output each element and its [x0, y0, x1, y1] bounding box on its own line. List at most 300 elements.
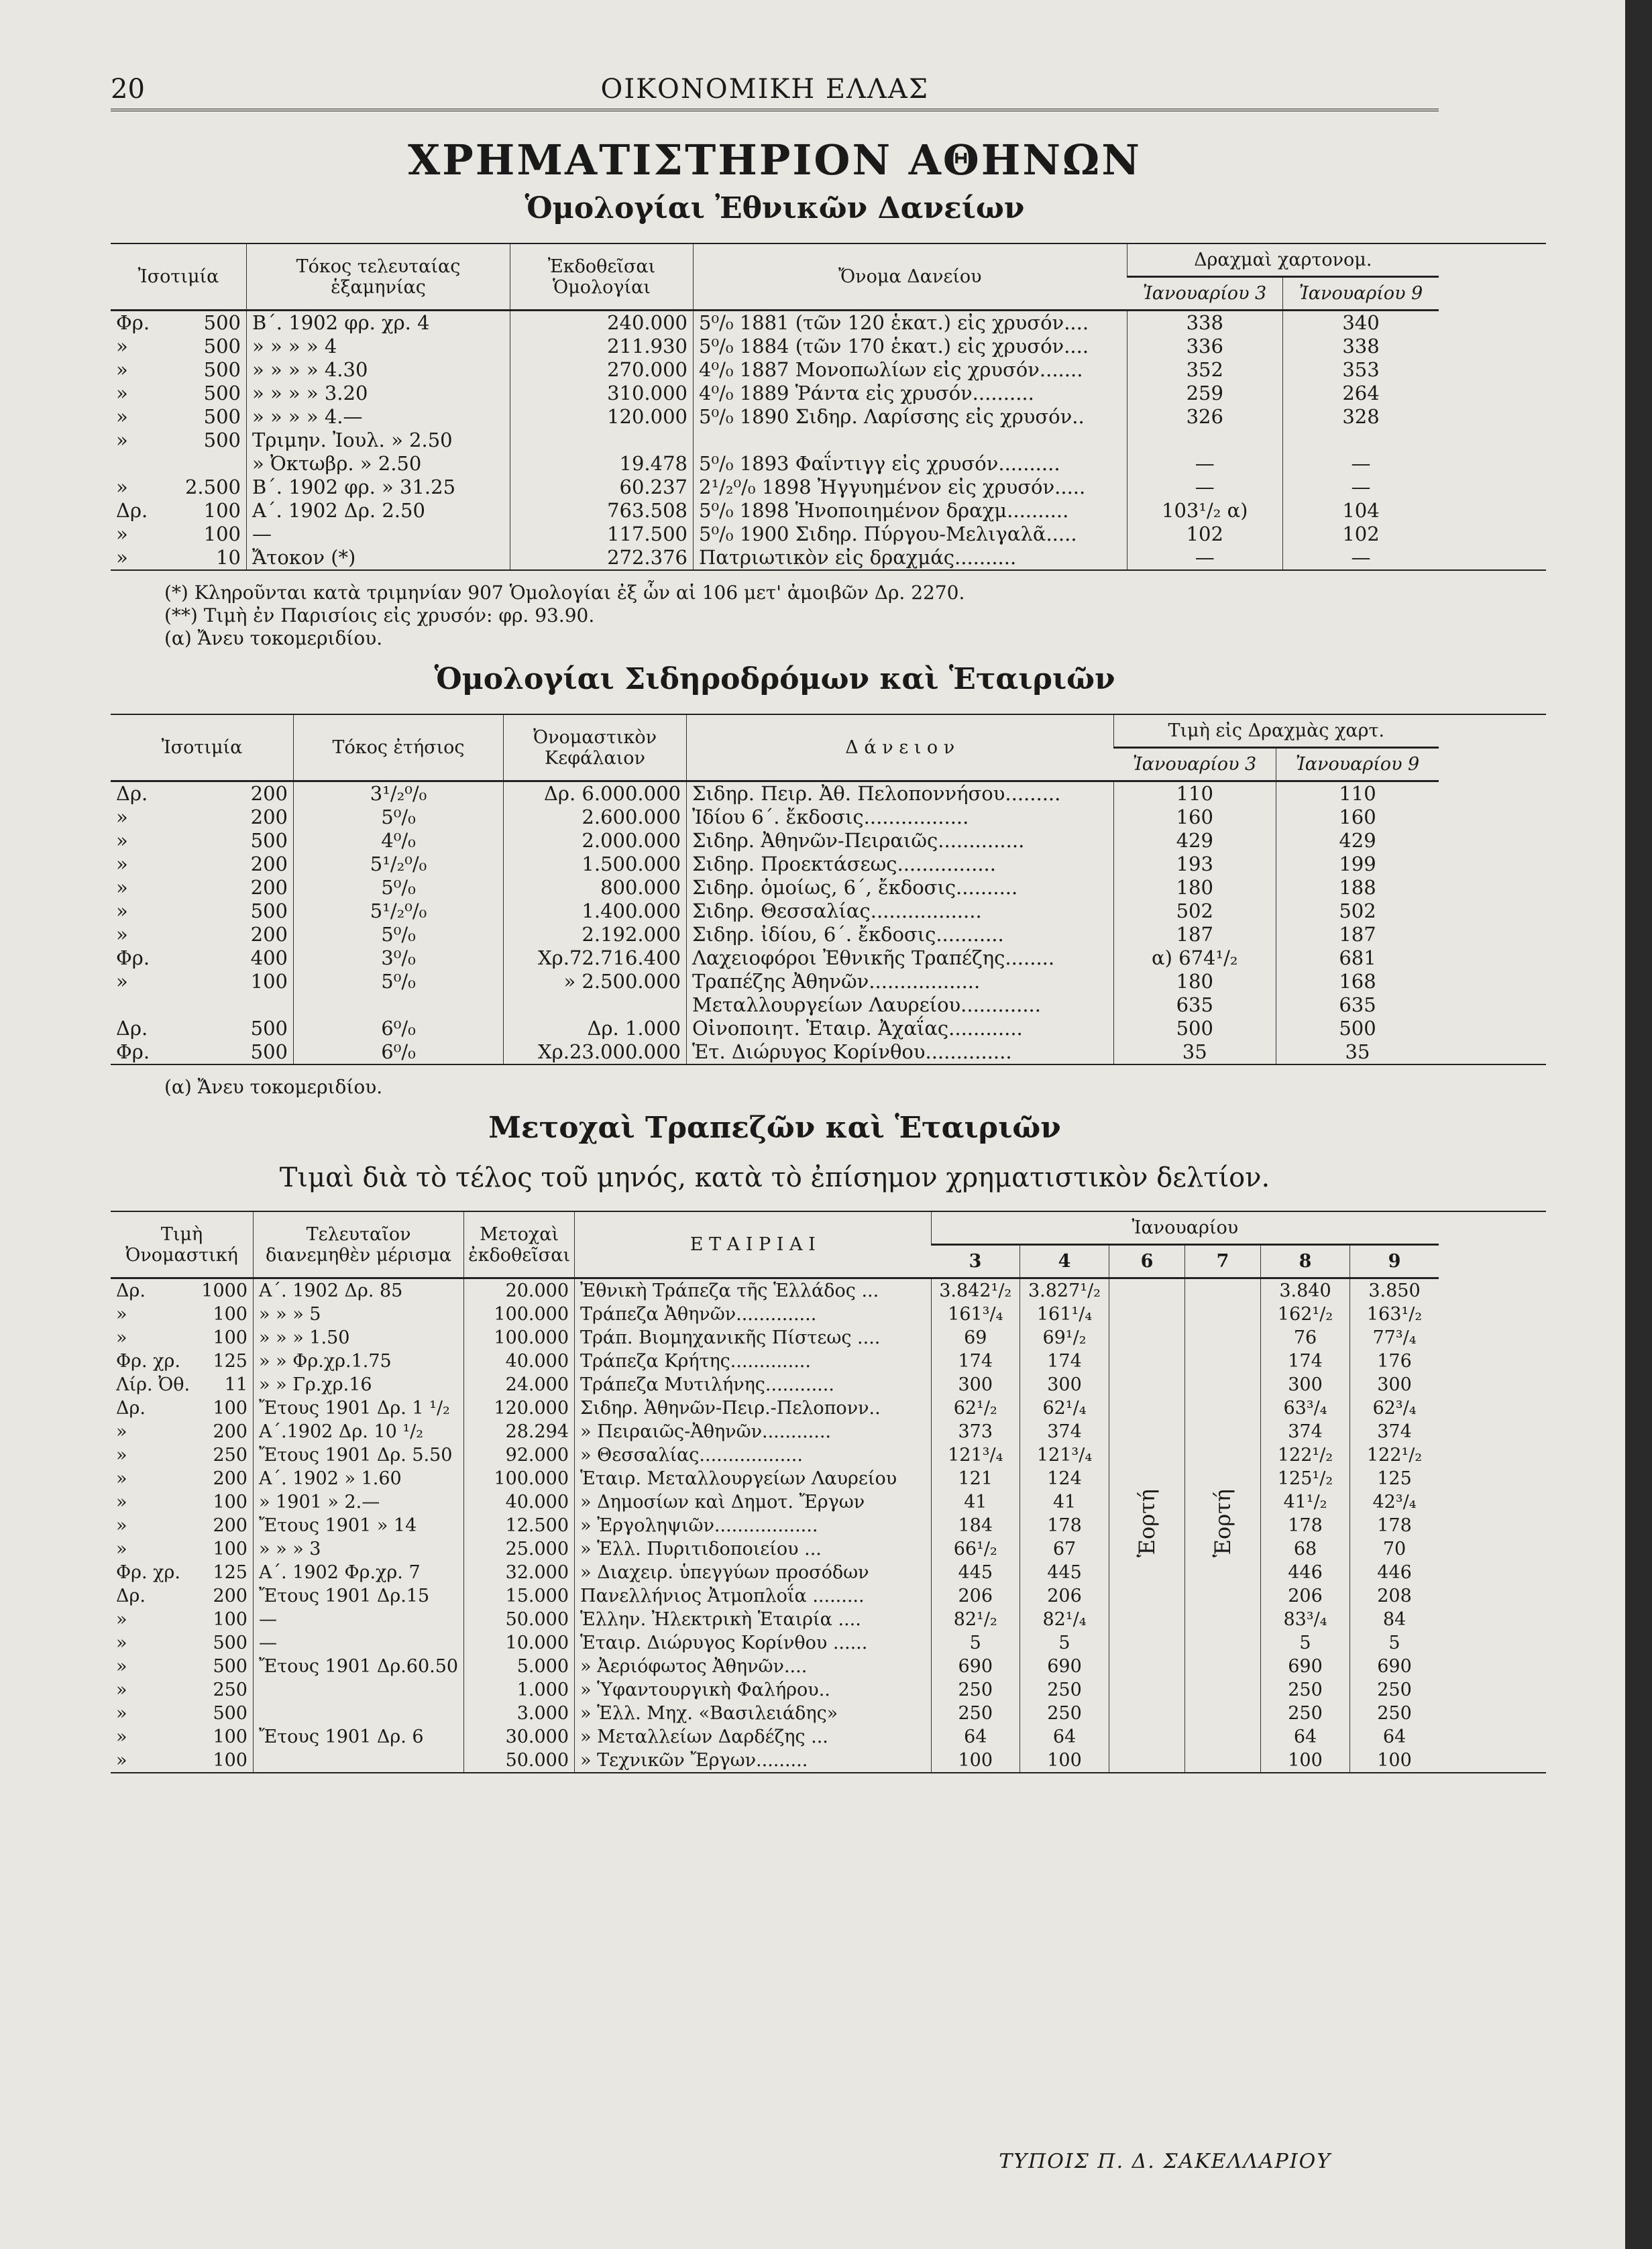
- jan3-cell: 635: [1113, 993, 1276, 1017]
- jan9-cell: 300: [1350, 1373, 1439, 1396]
- jan3-cell: 250: [931, 1678, 1020, 1702]
- holiday-label: Ἑορτή: [1134, 1488, 1160, 1557]
- interest-cell: Τριμην. Ἰουλ. » 2.50: [247, 429, 510, 452]
- running-title: ΟΙΚΟΝΟΜΙΚΗ ΕΛΛΑΣ: [600, 74, 929, 105]
- isotimia-cell: [111, 923, 294, 946]
- page-number: 20: [111, 74, 145, 105]
- jan3-cell: 110: [1113, 781, 1276, 806]
- jan3-cell: 690: [931, 1655, 1020, 1678]
- section2-rows: [111, 781, 1439, 1064]
- company-name-cell: » Διαχειρ. ὑπεγγύων προσόδων: [575, 1561, 931, 1584]
- dividend-cell: Ἔτους 1901 Δρ.60.50: [254, 1655, 464, 1678]
- interest-cell: Α΄. 1902 Δρ. 2.50: [247, 499, 510, 523]
- nominal-value-cell: [111, 1373, 254, 1396]
- page: [111, 0, 1546, 2213]
- interest-cell: Β΄. 1902 φρ. χρ. 4: [247, 311, 510, 335]
- s3-col-d3: 3: [931, 1245, 1020, 1278]
- issued-cell: 272.376: [510, 546, 694, 569]
- jan3-cell: 35: [1113, 1040, 1276, 1064]
- jan8-cell: 76: [1261, 1326, 1350, 1350]
- s3-col-d6: 6: [1109, 1245, 1185, 1278]
- isotimia-cell: [111, 829, 294, 853]
- loan-name-cell: 4⁰/₀ 1887 Μονοπωλίων εἰς χρυσόν.......: [694, 358, 1127, 382]
- isotimia-cell: [111, 546, 247, 569]
- currency: »: [116, 1515, 127, 1536]
- jan4-cell: 206: [1020, 1584, 1109, 1608]
- nominal-value-cell: [111, 1490, 254, 1514]
- nominal-value: 100: [213, 1327, 247, 1348]
- currency: »: [116, 1421, 127, 1442]
- interest-cell: » » » » 4: [247, 335, 510, 358]
- jan9-cell: 178: [1350, 1514, 1439, 1537]
- jan3-cell: 352: [1127, 358, 1283, 382]
- shares-issued-cell: 50.000: [464, 1608, 575, 1631]
- loan-name-cell: Λαχειοφόροι Ἐθνικῆς Τραπέζης........: [687, 946, 1114, 970]
- jan9-cell: 104: [1283, 499, 1439, 523]
- footnote: (α) Ἄνευ τοκομεριδίου.: [164, 627, 383, 649]
- currency: »: [116, 1304, 127, 1325]
- company-name-cell: » Πειραιῶς-Ἀθηνῶν............: [575, 1420, 931, 1443]
- table-row: [111, 923, 1439, 946]
- jan9-cell: 187: [1276, 923, 1439, 946]
- jan4-cell: 100: [1020, 1749, 1109, 1772]
- issued-cell: 120.000: [510, 405, 694, 429]
- dividend-cell: » » » 1.50: [254, 1326, 464, 1350]
- dividend-cell: Ἔτους 1901 Δρ. 6: [254, 1725, 464, 1749]
- nominal-value-cell: [111, 1278, 254, 1303]
- shares-issued-cell: 12.500: [464, 1514, 575, 1537]
- currency: Φρ. χρ.: [116, 1351, 180, 1372]
- currency: »: [116, 476, 128, 498]
- nominal-value-cell: [111, 1678, 254, 1702]
- jan3-cell: —: [1127, 452, 1283, 476]
- jan9-cell: 84: [1350, 1608, 1439, 1631]
- shares-issued-cell: 10.000: [464, 1631, 575, 1655]
- shares-issued-cell: 1.000: [464, 1678, 575, 1702]
- nominal-value: 11: [224, 1374, 247, 1395]
- interest-cell: Ἄτοκον (*): [247, 546, 510, 569]
- nominal-value: 200: [213, 1468, 247, 1489]
- currency: Δρ.: [116, 1017, 148, 1040]
- dividend-cell: —: [254, 1608, 464, 1631]
- nominal-value-cell: [111, 1749, 254, 1772]
- s3-col-group: Ἰανουαρίου: [931, 1212, 1439, 1245]
- nominal-value-cell: [111, 1467, 254, 1490]
- jan8-cell: 250: [1261, 1702, 1350, 1725]
- s2-col-group: Τιμὴ εἰς Δραχμὰς χαρτ.: [1113, 715, 1439, 748]
- table-row: [111, 946, 1439, 970]
- company-name-cell: Πανελλήνιος Ἀτμοπλοΐα .........: [575, 1584, 931, 1608]
- jan3-cell: 121: [931, 1467, 1020, 1490]
- loan-name-cell: Μεταλλουργείων Λαυρείου.............: [687, 993, 1114, 1017]
- nominal-value: 100: [213, 1398, 247, 1419]
- table-row: [111, 452, 1439, 476]
- currency: »: [116, 1492, 127, 1513]
- table-row: [111, 970, 1439, 993]
- isotimia-cell: [111, 452, 247, 476]
- jan9-cell: —: [1283, 452, 1439, 476]
- dividend-cell: Ἔτους 1901 Δρ. 5.50: [254, 1443, 464, 1467]
- jan4-cell: 300: [1020, 1373, 1109, 1396]
- jan3-cell: 259: [1127, 382, 1283, 405]
- dividend-cell: » » Φρ.χρ.1.75: [254, 1350, 464, 1373]
- dividend-cell: [254, 1702, 464, 1725]
- company-name-cell: Ἐθνικὴ Τράπεζα τῆς Ἑλλάδος ...: [575, 1278, 931, 1303]
- jan3-cell: 180: [1113, 970, 1276, 993]
- section2-table: [111, 715, 1439, 1064]
- par-value: 100: [203, 523, 241, 545]
- capital-cell: » 2.500.000: [504, 970, 687, 993]
- currency: »: [116, 853, 128, 875]
- capital-cell: Δρ. 6.000.000: [504, 781, 687, 806]
- isotimia-cell: [111, 946, 294, 970]
- isotimia-cell: [111, 1040, 294, 1064]
- issued-cell: 270.000: [510, 358, 694, 382]
- company-name-cell: » Ἀεριόφωτος Ἀθηνῶν....: [575, 1655, 931, 1678]
- jan9-cell: 110: [1276, 781, 1439, 806]
- company-name-cell: Τράπεζα Μυτιλήνης............: [575, 1373, 931, 1396]
- jan3-cell: 66¹/₂: [931, 1537, 1020, 1561]
- nominal-value: 250: [213, 1445, 247, 1466]
- nominal-value-cell: [111, 1584, 254, 1608]
- interest-cell: » » » » 3.20: [247, 382, 510, 405]
- interest-cell: [294, 993, 504, 1017]
- jan8-cell: 3.840: [1261, 1278, 1350, 1303]
- isotimia-cell: [111, 806, 294, 829]
- jan4-cell: 374: [1020, 1420, 1109, 1443]
- s2-col-tokos: Τόκος ἐτήσιος: [294, 715, 504, 781]
- jan8-cell: 122¹/₂: [1261, 1443, 1350, 1467]
- nominal-value-cell: [111, 1350, 254, 1373]
- loan-name-cell: 2¹/₂⁰/₀ 1898 Ἠγγυημένον εἰς χρυσόν.....: [694, 476, 1127, 499]
- jan4-cell: 67: [1020, 1537, 1109, 1561]
- table-row: [111, 523, 1439, 546]
- nominal-value-cell: [111, 1608, 254, 1631]
- table-row: [111, 806, 1439, 829]
- company-name-cell: Τράπ. Βιομηχανικῆς Πίστεως ....: [575, 1326, 931, 1350]
- jan9-cell: 374: [1350, 1420, 1439, 1443]
- issued-cell: 310.000: [510, 382, 694, 405]
- s1-col-jan9: Ἰανουαρίου 9: [1283, 277, 1439, 311]
- dividend-cell: Ἔτους 1901 Δρ.15: [254, 1584, 464, 1608]
- shares-issued-cell: 50.000: [464, 1749, 575, 1772]
- jan4-cell: 64: [1020, 1725, 1109, 1749]
- jan9-cell: 122¹/₂: [1350, 1443, 1439, 1467]
- issued-cell: [510, 429, 694, 452]
- table-row: [111, 853, 1439, 876]
- company-name-cell: » Μεταλλείων Δαρδέζης ...: [575, 1725, 931, 1749]
- jan9-cell: 199: [1276, 853, 1439, 876]
- loan-name-cell: Τραπέζης Ἀθηνῶν..................: [687, 970, 1114, 993]
- jan3-cell: 445: [931, 1561, 1020, 1584]
- jan3-cell: 429: [1113, 829, 1276, 853]
- dividend-cell: Α΄. 1902 Δρ. 85: [254, 1278, 464, 1303]
- footnote: (*) Κληροῦνται κατὰ τριμηνίαν 907 Ὁμολογίαι ἐξ ὧν αἱ 106 μετ' ἀμοιβῶν Δρ. 2270.: [164, 582, 965, 604]
- shares-issued-cell: 25.000: [464, 1537, 575, 1561]
- jan9-cell: 168: [1276, 970, 1439, 993]
- jan3-cell: 160: [1113, 806, 1276, 829]
- interest-cell: 5⁰/₀: [294, 970, 504, 993]
- table-row: [111, 429, 1439, 452]
- jan9-cell: 208: [1350, 1584, 1439, 1608]
- par-value: 200: [250, 782, 288, 805]
- dividend-cell: » 1901 » 2.—: [254, 1490, 464, 1514]
- par-value: 200: [250, 853, 288, 875]
- interest-cell: » Ὀκτωβρ. » 2.50: [247, 452, 510, 476]
- loan-name-cell: 5⁰/₀ 1898 Ἡνοποιημένον δραχμ..........: [694, 499, 1127, 523]
- currency: »: [116, 1445, 127, 1466]
- currency: »: [116, 1656, 127, 1677]
- jan8-cell: 250: [1261, 1678, 1350, 1702]
- currency: »: [116, 899, 128, 922]
- footnote: (α) Ἄνευ τοκομεριδίου.: [164, 1076, 383, 1098]
- jan8-cell: 68: [1261, 1537, 1350, 1561]
- par-value: 100: [203, 499, 241, 522]
- jan3-cell: 64: [931, 1725, 1020, 1749]
- jan4-cell: 124: [1020, 1467, 1109, 1490]
- shares-issued-cell: 20.000: [464, 1278, 575, 1303]
- jan8-cell: 5: [1261, 1631, 1350, 1655]
- jan3-cell: 326: [1127, 405, 1283, 429]
- company-name-cell: » Ἑλλ. Πυριτιδοποιείου ...: [575, 1537, 931, 1561]
- jan8-cell: 41¹/₂: [1261, 1490, 1350, 1514]
- jan3-cell: 250: [931, 1702, 1020, 1725]
- loan-name-cell: 4⁰/₀ 1889 Ῥάντα εἰς χρυσόν..........: [694, 382, 1127, 405]
- currency: Δρ.: [116, 1398, 146, 1419]
- loan-name-cell: Σιδηρ. Θεσσαλίας..................: [687, 899, 1114, 923]
- dividend-cell: —: [254, 1631, 464, 1655]
- jan8-cell: 125¹/₂: [1261, 1467, 1350, 1490]
- interest-cell: » » » » 4.—: [247, 405, 510, 429]
- jan3-cell: 82¹/₂: [931, 1608, 1020, 1631]
- jan9-cell: 176: [1350, 1350, 1439, 1373]
- dividend-cell: » » » 5: [254, 1303, 464, 1326]
- jan3-cell: 502: [1113, 899, 1276, 923]
- jan9-cell: 3.850: [1350, 1278, 1439, 1303]
- footnote: (**) Τιμὴ ἐν Παρισίοις εἰς χρυσόν: φρ. 93.90.: [164, 604, 595, 626]
- dividend-cell: [254, 1678, 464, 1702]
- section2-title: Ὁμολογίαι Σιδηροδρόμων καὶ Ἑταιριῶν: [434, 662, 1115, 696]
- s3-col-d8: 8: [1261, 1245, 1350, 1278]
- interest-cell: 5¹/₂⁰/₀: [294, 899, 504, 923]
- interest-cell: 4⁰/₀: [294, 829, 504, 853]
- jan9-cell: 690: [1350, 1655, 1439, 1678]
- par-value: 500: [203, 358, 241, 381]
- currency: »: [116, 335, 128, 358]
- currency: »: [116, 1539, 127, 1559]
- dividend-cell: [254, 1749, 464, 1772]
- loan-name-cell: 5⁰/₀ 1893 Φαΐντιγγ εἰς χρυσόν..........: [694, 452, 1127, 476]
- issued-cell: 240.000: [510, 311, 694, 335]
- nominal-value-cell: [111, 1443, 254, 1467]
- isotimia-cell: [111, 358, 247, 382]
- jan9-cell: 100: [1350, 1749, 1439, 1772]
- dividend-cell: » » Γρ.χρ.16: [254, 1373, 464, 1396]
- isotimia-cell: [111, 311, 247, 335]
- s3-col-metoxai: Μετοχαὶ ἐκδοθεῖσαι: [464, 1212, 575, 1278]
- par-value: 200: [250, 876, 288, 899]
- shares-issued-cell: 30.000: [464, 1725, 575, 1749]
- jan3-cell: 180: [1113, 876, 1276, 899]
- par-value: 100: [250, 970, 288, 993]
- capital-cell: Δρ. 1.000: [504, 1017, 687, 1040]
- company-name-cell: Τράπεζα Ἀθηνῶν..............: [575, 1303, 931, 1326]
- jan3-cell: 187: [1113, 923, 1276, 946]
- company-name-cell: » Τεχνικῶν Ἔργων.........: [575, 1749, 931, 1772]
- jan4-cell: 174: [1020, 1350, 1109, 1373]
- jan4-cell: 690: [1020, 1655, 1109, 1678]
- par-value: 400: [250, 946, 288, 969]
- issued-cell: 19.478: [510, 452, 694, 476]
- jan9-cell: 250: [1350, 1702, 1439, 1725]
- nominal-value-cell: [111, 1631, 254, 1655]
- table-row: [111, 1040, 1439, 1064]
- section3-table: [111, 1212, 1439, 1772]
- loan-name-cell: Σιδηρ. Προεκτάσεως................: [687, 853, 1114, 876]
- jan3-cell: 500: [1113, 1017, 1276, 1040]
- issued-cell: 211.930: [510, 335, 694, 358]
- jan9-cell: 502: [1276, 899, 1439, 923]
- jan9-cell: 70: [1350, 1537, 1439, 1561]
- jan4-cell: 121³/₄: [1020, 1443, 1109, 1467]
- isotimia-cell: [111, 1017, 294, 1040]
- table-row: [111, 358, 1439, 382]
- table-row: [111, 405, 1439, 429]
- nominal-value: 125: [213, 1351, 247, 1372]
- jan9-cell: 446: [1350, 1561, 1439, 1584]
- nominal-value: 125: [213, 1562, 247, 1583]
- nominal-value: 100: [213, 1726, 247, 1747]
- currency: »: [116, 1750, 127, 1771]
- shares-issued-cell: 3.000: [464, 1702, 575, 1725]
- jan3-cell: 5: [931, 1631, 1020, 1655]
- interest-cell: —: [247, 523, 510, 546]
- nominal-value: 100: [213, 1304, 247, 1325]
- table-row: [111, 382, 1439, 405]
- jan9-cell: 102: [1283, 523, 1439, 546]
- section1-notes: [164, 582, 1546, 650]
- loan-name-cell: Σιδηρ. ἰδίου, 6΄. ἔκδοσις...........: [687, 923, 1114, 946]
- par-value: 500: [250, 1017, 288, 1040]
- holiday-label: Ἑορτή: [1209, 1488, 1235, 1557]
- nominal-value-cell: [111, 1396, 254, 1420]
- jan3-cell: α) 674¹/₂: [1113, 946, 1276, 970]
- jan4-cell: 62¹/₄: [1020, 1396, 1109, 1420]
- capital-cell: 1.400.000: [504, 899, 687, 923]
- table-row: [111, 899, 1439, 923]
- table-row: [111, 781, 1439, 806]
- currency: »: [116, 806, 128, 828]
- section1-rows: [111, 311, 1439, 570]
- jan8-cell: 83³/₄: [1261, 1608, 1350, 1631]
- holiday-cell-d7: [1185, 1278, 1261, 1773]
- nominal-value-cell: [111, 1326, 254, 1350]
- nominal-value-cell: [111, 1561, 254, 1584]
- jan9-cell: 125: [1350, 1467, 1439, 1490]
- isotimia-cell: [111, 476, 247, 499]
- issued-cell: 60.237: [510, 476, 694, 499]
- jan9-cell: 163¹/₂: [1350, 1303, 1439, 1326]
- s3-col-d9: 9: [1350, 1245, 1439, 1278]
- section3-table-wrap: [111, 1211, 1546, 1773]
- jan9-cell: 160: [1276, 806, 1439, 829]
- table-row: [111, 1278, 1439, 1303]
- jan3-cell: 121³/₄: [931, 1443, 1020, 1467]
- currency: Δρ.: [116, 499, 148, 522]
- jan4-cell: 41: [1020, 1490, 1109, 1514]
- isotimia-cell: [111, 523, 247, 546]
- jan9-cell: —: [1283, 546, 1439, 569]
- shares-issued-cell: 100.000: [464, 1326, 575, 1350]
- table-row: [111, 1017, 1439, 1040]
- currency: »: [116, 358, 128, 381]
- company-name-cell: » Ὑφαντουργικὴ Φαλήρου..: [575, 1678, 931, 1702]
- jan3-cell: 100: [931, 1749, 1020, 1772]
- interest-cell: 5⁰/₀: [294, 923, 504, 946]
- currency: Λίρ. Ὀθ.: [116, 1374, 190, 1395]
- capital-cell: 2.000.000: [504, 829, 687, 853]
- currency: »: [116, 876, 128, 899]
- jan8-cell: 374: [1261, 1420, 1350, 1443]
- interest-cell: 3¹/₂⁰/₀: [294, 781, 504, 806]
- jan9-cell: 338: [1283, 335, 1439, 358]
- jan4-cell: 82¹/₄: [1020, 1608, 1109, 1631]
- nominal-value: 200: [213, 1586, 247, 1606]
- table-row: [111, 311, 1439, 335]
- main-title: ΧΡΗΜΑΤΙΣΤΗΡΙΟΝ ΑΘΗΝΩΝ: [408, 135, 1142, 184]
- nominal-value: 100: [213, 1492, 247, 1513]
- section1-title: Ὁμολογίαι Ἐθνικῶν Δανείων: [525, 191, 1025, 225]
- capital-cell: [504, 993, 687, 1017]
- company-name-cell: Τράπεζα Κρήτης..............: [575, 1350, 931, 1373]
- table-row: [111, 993, 1439, 1017]
- interest-cell: 5⁰/₀: [294, 806, 504, 829]
- jan9-cell: 353: [1283, 358, 1439, 382]
- interest-cell: 5¹/₂⁰/₀: [294, 853, 504, 876]
- loan-name-cell: Σιδηρ. Πειρ. Ἀθ. Πελοποννήσου.........: [687, 781, 1114, 806]
- interest-cell: 3⁰/₀: [294, 946, 504, 970]
- section2-table-wrap: [111, 714, 1546, 1065]
- issued-cell: 117.500: [510, 523, 694, 546]
- jan9-cell: —: [1283, 476, 1439, 499]
- section1-table-wrap: [111, 243, 1546, 571]
- nominal-value-cell: [111, 1725, 254, 1749]
- jan3-cell: 174: [931, 1350, 1020, 1373]
- capital-cell: 800.000: [504, 876, 687, 899]
- dividend-cell: Ἔτους 1901 » 14: [254, 1514, 464, 1537]
- nominal-value-cell: [111, 1702, 254, 1725]
- nominal-value: 200: [213, 1421, 247, 1442]
- shares-issued-cell: 15.000: [464, 1584, 575, 1608]
- isotimia-cell: [111, 499, 247, 523]
- company-name-cell: Σιδηρ. Ἀθηνῶν-Πειρ.-Πελοπονν..: [575, 1396, 931, 1420]
- jan4-cell: 250: [1020, 1702, 1109, 1725]
- jan9-cell: 635: [1276, 993, 1439, 1017]
- nominal-value: 100: [213, 1750, 247, 1771]
- currency: Φρ.: [116, 946, 150, 969]
- jan4-cell: 178: [1020, 1514, 1109, 1537]
- jan8-cell: 64: [1261, 1725, 1350, 1749]
- currency: Φρ.: [116, 311, 150, 334]
- s2-col-daneion: Δ ά ν ε ι ο ν: [687, 715, 1114, 781]
- dividend-cell: Α΄. 1902 Φρ.χρ. 7: [254, 1561, 464, 1584]
- jan9-cell: 681: [1276, 946, 1439, 970]
- s2-col-jan9: Ἰανουαρίου 9: [1276, 748, 1439, 781]
- dividend-cell: » » » 3: [254, 1537, 464, 1561]
- currency: Δρ.: [116, 782, 148, 805]
- currency: »: [116, 829, 128, 852]
- table-row: [111, 499, 1439, 523]
